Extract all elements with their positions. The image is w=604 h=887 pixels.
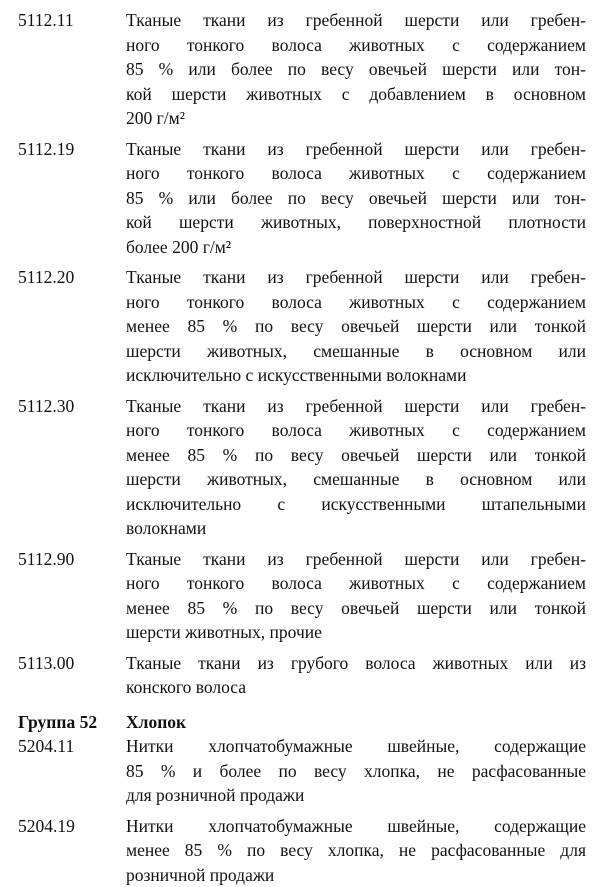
group-label: Группа 52 (18, 710, 97, 735)
group-heading (0, 710, 604, 735)
tariff-description (126, 734, 586, 808)
tariff-code: 5204.19 (18, 814, 75, 839)
description-line: Тканые ткани из гребенной шерсти или гребен- (126, 8, 586, 33)
tariff-code: 5204.11 (18, 734, 74, 759)
tariff-entry (0, 137, 604, 260)
description-line: менее 85 % по весу овечьей шерсти или тонкой (126, 596, 586, 621)
tariff-description (126, 137, 586, 260)
description-line: Тканые ткани из гребенной шерсти или гребен- (126, 137, 586, 162)
tariff-code: 5112.90 (18, 547, 74, 572)
description-line: более 200 г/м² (126, 235, 586, 260)
description-line: шерсти животных, смешанные в основном или (126, 467, 586, 492)
tariff-entry (0, 651, 604, 700)
entries-section-a (0, 8, 604, 700)
description-line: ного тонкого волоса животных с содержанием (126, 290, 586, 315)
tariff-code: 5113.00 (18, 651, 74, 676)
description-line: менее 85 % по весу овечьей шерсти или тонкой (126, 314, 586, 339)
description-line: ного тонкого волоса животных с содержанием (126, 418, 586, 443)
tariff-entry (0, 814, 604, 887)
description-line: ного тонкого волоса животных с содержанием (126, 161, 586, 186)
description-line: шерсти животных, смешанные в основном или (126, 339, 586, 364)
description-line: конского волоса (126, 675, 586, 700)
description-line: Тканые ткани из грубого волоса животных или из (126, 651, 586, 676)
description-line: шерсти животных, прочие (126, 620, 586, 645)
tariff-description (126, 547, 586, 645)
description-line: розничной продажи (126, 863, 586, 887)
tariff-entry (0, 265, 604, 388)
description-line: Нитки хлопчатобумажные швейные, содержащие (126, 814, 586, 839)
description-line: Нитки хлопчатобумажные швейные, содержащие (126, 734, 586, 759)
tariff-code: 5112.30 (18, 394, 74, 419)
group-title: Хлопок (126, 712, 186, 732)
tariff-entry (0, 547, 604, 645)
description-line: 85 % или более по весу овечьей шерсти или тон- (126, 186, 586, 211)
tariff-description (126, 814, 586, 887)
spacer (0, 700, 604, 710)
description-line: исключительно с искусственными штапельными (126, 492, 586, 517)
tariff-entry (0, 394, 604, 541)
tariff-description (126, 265, 586, 388)
description-line: 85 % или более по весу овечьей шерсти или тон- (126, 57, 586, 82)
tariff-entry (0, 8, 604, 131)
description-line: 85 % и более по весу хлопка, не расфасованные (126, 759, 586, 784)
description-line: 200 г/м² (126, 106, 586, 131)
description-line: кой шерсти животных с добавлением в основном (126, 82, 586, 107)
description-line: кой шерсти животных, поверхностной плотности (126, 210, 586, 235)
description-line: ного тонкого волоса животных с содержанием (126, 33, 586, 58)
description-line: Тканые ткани из гребенной шерсти или гребен- (126, 547, 586, 572)
description-line: ного тонкого волоса животных с содержанием (126, 571, 586, 596)
description-line: исключительно с искусственными волокнами (126, 363, 586, 388)
tariff-description (126, 8, 586, 131)
description-line: Тканые ткани из гребенной шерсти или гребен- (126, 265, 586, 290)
description-line: менее 85 % по весу овечьей шерсти или тонкой (126, 443, 586, 468)
tariff-entry (0, 734, 604, 808)
tariff-code: 5112.20 (18, 265, 74, 290)
description-line: Тканые ткани из гребенной шерсти или гребен- (126, 394, 586, 419)
tariff-description (126, 394, 586, 541)
description-line: волокнами (126, 516, 586, 541)
tariff-code: 5112.11 (18, 8, 74, 33)
document-page (0, 8, 604, 887)
description-line: для розничной продажи (126, 783, 586, 808)
description-line: менее 85 % по весу хлопка, не расфасованные для (126, 838, 586, 863)
tariff-description (126, 651, 586, 700)
tariff-code: 5112.19 (18, 137, 74, 162)
entries-section-b (0, 734, 604, 887)
